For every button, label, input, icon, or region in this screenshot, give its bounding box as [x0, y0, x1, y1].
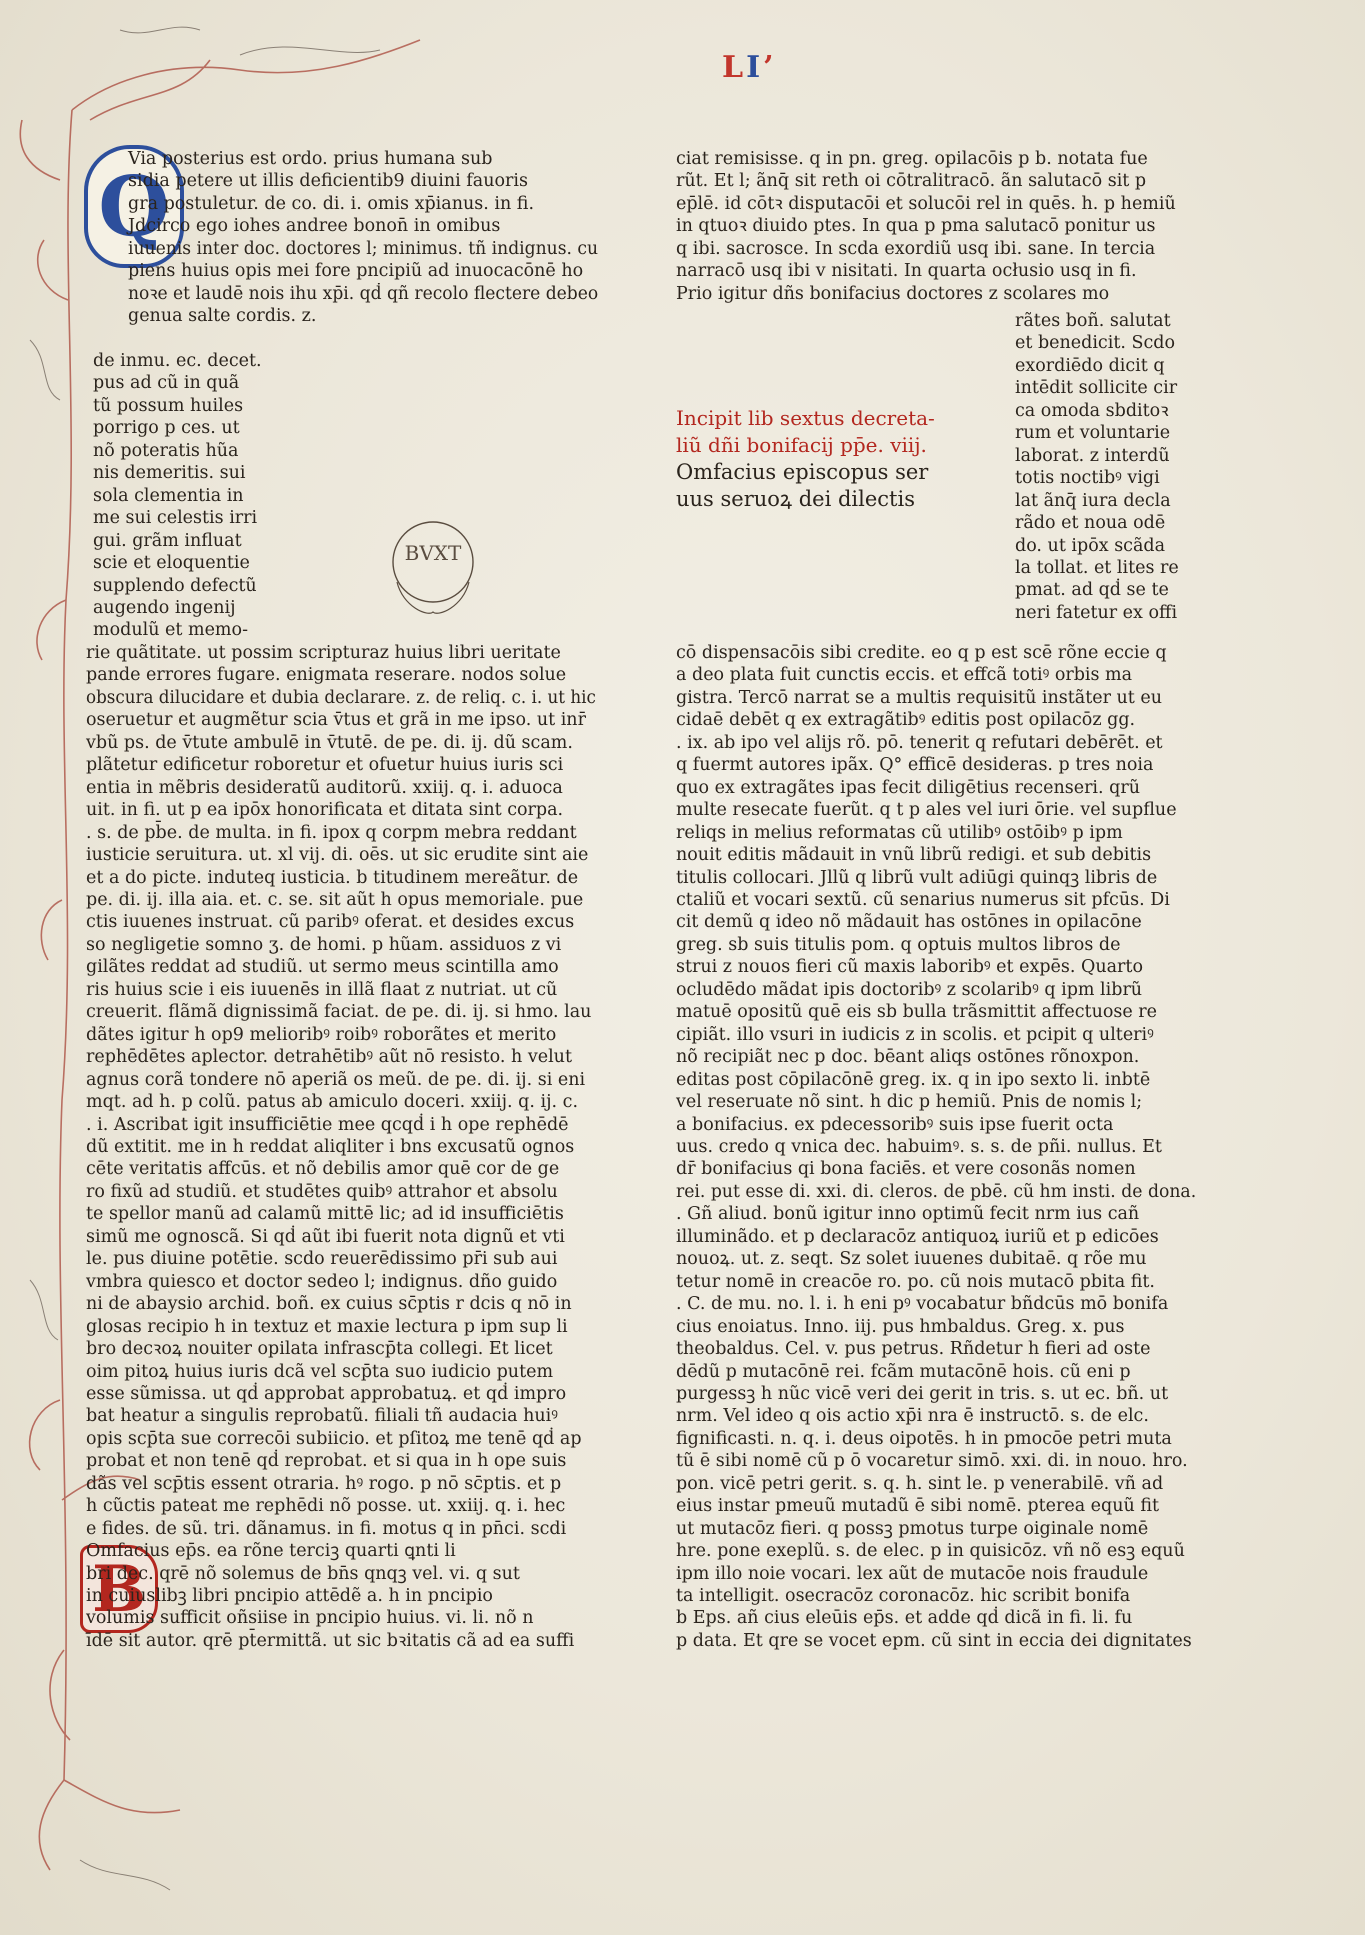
decorated-initial-q: Q [84, 145, 184, 268]
text-line: le. pus diuine potētie. scdo reuerēdissimo pr̄i sub aui [86, 1249, 558, 1270]
text-line: ut mutacōz fieri. q possꝫ pmotus turpe oiginale nomē [676, 1518, 1149, 1539]
text-line: plãtetur edificetur roboretur et ofuetur huius iuris sci [86, 755, 564, 776]
text-line: sidia petere ut illis deficientib9 diuini fauoris [128, 171, 528, 192]
text-line: nõ recipiãt nec p doc. bēant aliqs ostōnes rõnoxpon. [676, 1047, 1140, 1068]
text-line: oim pitoꝝ huius iuris dcã vel scp̄ta suo iudicio putem [86, 1361, 554, 1382]
text-line: do. ut ipōx scãda [1015, 535, 1166, 556]
text-line: oseruetur et augmẽtur scia v̄tus et grã in me ipso. ut inr̄ [86, 710, 586, 731]
text-line: obscura dilucidare et dubia declarare. z. de reliq. c. i. ut hic [86, 687, 596, 708]
text-line: h cũctis pateat me rephēdi nõ posse. ut. xxiij. q. i. hec [86, 1496, 566, 1517]
text-line: ipm illo noie vocari. lex aũt de mutacōe nois fraudule [676, 1563, 1149, 1584]
folio-number [722, 50, 777, 85]
text-line: . ix. ab ipo vel alijs rõ. pō. tenerit q refutari debērēt. et [676, 732, 1163, 753]
text-line: . C. de mu. no. l. i. h eni pꝰ vocabatur bñdcūs mō bonifa [676, 1294, 1169, 1315]
text-line: scie et eloquentie [93, 553, 250, 574]
text-line: pon. vicē petri gerit. s. q. h. sint le. p venerabilē. vñ ad [676, 1473, 1164, 1494]
text-line: q ibi. sacrosce. In scda exordiũ usq ibi. sane. In tercia [676, 238, 1156, 259]
text-line: ctis iuuenes instruat. cũ paribꝰ oferat. et desides excus [86, 912, 575, 933]
text-line: vel reseruate nõ sint. h dic p hemiũ. Pnis de nomis l; [676, 1092, 1143, 1113]
text-line: rãdo et noua odē [1015, 513, 1166, 534]
text-line: multe resecate fuerũt. q t p ales vel iuri ōrie. vel supflue [676, 800, 1177, 821]
text-line: nouit editis mãdauit in vnũ librũ redigi. et sub debitis [676, 845, 1152, 866]
text-line: totis noctibꝰ vigi [1015, 468, 1160, 489]
text-line: purgessꝫ h nũc vicē veri dei gerit in tris. s. ut ec. bñ. ut [676, 1383, 1169, 1404]
text-line: rei. put esse di. xxi. di. cleros. de pbē. cũ hm insti. de dona. [676, 1181, 1197, 1202]
text-line: ocludēdo mãdat ipis doctoribꝰ z scolaribꝰ q ipm librũ [676, 979, 1143, 1000]
text-line: nõ poteratis hũa [93, 440, 239, 461]
text-line: ctaliũ et vocari sextũ. cũ senarius numerus sit pfcūs. Di [676, 889, 1170, 910]
decorated-initial-b: B [80, 1545, 158, 1633]
text-line: . s. de pb̄e. de multa. in fi. ipox q corpm mebra reddant [86, 822, 577, 843]
left-column-bottom [86, 642, 596, 1652]
text-line: probat et non tenē qḋ reprobat. et si qua in h ope suis [86, 1451, 567, 1472]
text-line: uit. in fi. ut p ea ipōx honorificata et ditata sint corpa. [86, 800, 564, 821]
text-line: tũ possum huiles [93, 395, 244, 416]
text-line: Jdcirco ego iohes andree bonon̄ in omibus [128, 216, 501, 237]
text-line: porrigo p ces. ut [93, 418, 240, 439]
folio-letter-i: I [746, 50, 764, 85]
opening-line: Omfacius episcopus ser [676, 460, 929, 484]
text-line: a deo plata fuit cunctis eccis. et effcã totiꝰ orbis ma [676, 665, 1133, 686]
incipit-rubric [676, 405, 976, 459]
text-line: iusticie seruitura. ut. xl vij. di. oēs. ut sic erudite sint aie [86, 845, 589, 866]
text-line: volumis sufficit oñsiise in pncipio huius. vi. li. nõ n [86, 1608, 534, 1629]
text-line: entia in mẽbris desideratũ auditorũ. xxiij. q. i. aduoca [86, 777, 563, 798]
text-line: ciat remisisse. q in pn. greg. opilacōis p b. notata fue [676, 149, 1148, 169]
text-line: rũt. Et l; ãnq̄ sit reth oi cōtralitracō. ãn salutacō sit p [676, 171, 1147, 192]
text-line: nrm. Vel ideo q ois actio xp̄i nra ē instructō. s. de elc. [676, 1406, 1149, 1427]
text-line: reliqs in melius reformatas cũ utilibꝰ ostōibꝰ p ipm [676, 822, 1123, 843]
text-line: creuerit. flãmã dignissimã faciat. de pe. di. ij. si hmo. lau [86, 1002, 592, 1023]
text-line: modulũ et memo- [93, 620, 248, 641]
text-line: me sui celestis irri [93, 508, 258, 529]
text-line: laborat. z interdũ [1015, 445, 1170, 466]
left-column-top [128, 148, 598, 328]
text-line: nis demeritis. sui [93, 463, 246, 484]
text-line: q fuermt autores ipãx. Q° efficē desideras. p tres noia [676, 755, 1154, 776]
text-line: vmbra quiesco et doctor sedeo l; indignus. dño guido [86, 1271, 558, 1292]
text-line: pande errores fugare. enigmata reserare. nodos solue [86, 665, 567, 686]
text-line: rãtes boñ. salutat [1015, 311, 1171, 331]
text-line: so negligetie somno ʒ. de homi. p hũam. assiduos z vi [86, 934, 562, 955]
text-line: genua salte cordis. z. [128, 306, 317, 327]
text-line: rephēdētes aplector. detrahētibꝰ aũt nō resisto. h velut [86, 1047, 572, 1068]
text-line: augendo ingenij [93, 597, 236, 618]
text-line: īdē sit autor. qrē pt̄ermittã. ut sic bꝛitatis cã ad ea suffi [86, 1630, 575, 1651]
text-line: editas post cōpilacōnē greg. ix. q in ipo sexto li. inbtē [676, 1069, 1151, 1090]
text-line: Via posterius est ordo. prius humana sub [128, 149, 493, 169]
incipit-line: Incipit lib sextus decreta- [676, 406, 935, 430]
text-line: opis scp̄ta sue correcōi subiicio. et pſitoꝝ me tenē qḋ ap [86, 1428, 582, 1449]
text-line: b Eps. añ cius eleūis ep̄s. et adde qḋ dicã in fi. li. fu [676, 1608, 1133, 1629]
text-line: gui. grãm influat [93, 530, 242, 551]
text-line: et a do picte. induteq iusticia. b titudinem mereãtur. de [86, 867, 579, 888]
text-line: Omfacius ep̄s. ea rõne terciꝫ quarti ꝗnti li [86, 1541, 456, 1562]
text-line: te spellor manũ ad calamũ mittē lic; ad id insufficiētis [86, 1204, 564, 1225]
text-line: mqt. ad h. p colũ. patus ab amiculo doceri. xxiij. q. ij. c. [86, 1092, 579, 1113]
text-line: quo ex extragãtes ipas fecit diligētius recenseri. qrũ [676, 777, 1140, 798]
text-line: gistra. Tercō narrat se a multis requisitũ instãter ut eu [676, 687, 1163, 708]
text-line: tũ ē sibi nomē cũ p ō vocaretur simō. xxi. di. in nouo. hro. [676, 1451, 1188, 1472]
text-line: . i. Ascribat igit insufficiētie mee qcqḋ i h ope rephēdē [86, 1114, 569, 1135]
text-line: matuē opositũ quē eis sb bulla trãsmittit affectuose re [676, 1002, 1158, 1023]
text-line: de inmu. ec. decet. [93, 351, 262, 371]
text-line: la tollat. et lites re [1015, 557, 1179, 578]
text-line: bat heatur a singulis reprobatũ. filiali tñ audacia huiꝰ [86, 1406, 558, 1427]
text-line: p data. Et qre se vocet epm. cũ sint in eccia dei dignitates [676, 1630, 1192, 1651]
text-line: et benedicit. Scdo [1015, 333, 1176, 354]
text-line: titulis collocari. Jllũ q librũ vult adiūgi quinqꝫ libris de [676, 867, 1158, 888]
text-line: gra postuletur. de co. di. i. omis xp̄ianus. in fi. [128, 193, 535, 214]
text-line: fignificasti. n. q. i. deus oipotēs. h in pmocōe petri muta [676, 1428, 1172, 1449]
text-line: narracō usq ibi v nisitati. In quarta ocłusio usq in fi. [676, 261, 1137, 282]
text-line: in qtuoꝛ diuido ptes. In qua p pma salutacō ponitur us [676, 216, 1156, 237]
text-line: cō dispensacōis sibi credite. eo q p est scē rõne eccie q [676, 643, 1167, 663]
text-line: sola clementia in [93, 485, 244, 506]
text-line: vbũ ps. de v̄tute ambulē in v̄tutē. de pe. di. ij. dũ scam. [86, 732, 573, 753]
watermark-letters: BVXT [404, 541, 462, 565]
folio-mark: ’ [763, 50, 777, 85]
text-line: pe. di. ij. illa aia. et. c. se. sit aũt h opus memoriale. pue [86, 889, 584, 910]
text-line: piens huius opis mei fore pncipiũ ad inuocacōnē ho [128, 261, 584, 282]
opening-line: uus seruoꝝ dei dilectis [676, 487, 915, 511]
text-line: strui z nouos fieri cũ maxis laboribꝰ et expēs. Quarto [676, 957, 1143, 978]
text-line: agnus corã tondere nō aperiã os meũ. de pe. di. ij. si eni [86, 1069, 586, 1090]
text-line: lat ãnq̄ iura decla [1015, 490, 1171, 511]
left-column-narrow [93, 350, 263, 642]
text-line: Prio igitur dñs bonifacius doctores z scolares mo [676, 283, 1110, 304]
text-line: cipiãt. illo vsuri in iudicis z in scolis. et pcipit q ulteriꝰ [676, 1024, 1154, 1045]
incipit-line: liũ dñi bonifacij pp̄e. viij. [676, 433, 927, 457]
text-line: exordiēdo dicit q [1015, 355, 1165, 376]
text-line: glosas recipio h in textuz et maxie lectura p ipm sup li [86, 1316, 568, 1337]
text-line: dēdũ p mutacōnē rei. fcãm mutacōnē hois. cũ eni p [676, 1361, 1131, 1382]
text-line: dãs vel scp̄tis essent otraria. hꝰ rogo. p nō sc̄ptis. et p [86, 1473, 562, 1494]
text-line: supplendo defectũ [93, 575, 257, 596]
text-line: simũ me ognoscã. Si qḋ aũt ibi fuerit nota dignũ et vti [86, 1226, 565, 1247]
text-line: ep̄lē. id cōtꝛ disputacōi et solucōi rel in quēs. h. p hemiũ [676, 193, 1176, 214]
folio-letter-l: L [722, 50, 747, 85]
text-line: dãtes igitur h op9 melioribꝰ roibꝰ roborãtes et merito [86, 1024, 557, 1045]
text-line: iuuenis inter doc. doctores l; minimus. tñ indignus. cu [128, 238, 599, 259]
text-line: e fides. de sũ. tri. dãnamus. in fi. motus q in pn̄ci. scdi [86, 1518, 567, 1539]
text-line: ro fixũ ad studiũ. et studētes quibꝰ attrahor et absolu [86, 1181, 558, 1202]
text-line: greg. sb suis titulis pom. q optuis multos libros de [676, 934, 1121, 955]
text-line: cēte veritatis affcūs. et nõ debilis amor quē cor de ge [86, 1159, 560, 1180]
text-line: esse sũmissa. ut qḋ approbat approbatuꝝ. et qḋ impro [86, 1383, 567, 1404]
text-line: bri dec. qrē nõ solemus de bn̄s qnqꝫ vel. vi. q sut [86, 1563, 520, 1584]
opening-text [676, 459, 976, 513]
text-line: rum et voluntarie [1015, 423, 1171, 444]
text-line: ni de abaysio archid. boñ. ex cuius sc̄ptis r dcis q nō in [86, 1294, 572, 1315]
text-line: cit demũ q ideo nõ mãdauit has ostōnes in opilacōne [676, 912, 1142, 933]
text-line: rie quãtitate. ut possim scripturaz huius libri ueritate [86, 643, 561, 663]
text-line: noꝛe et laudē nois ihu xp̄i. qḋ qñ recolo flectere debeo [128, 283, 599, 304]
text-line: in cuiuslibꝫ libri pncipio attēdẽ a. h in pncipio [86, 1586, 493, 1607]
text-line: ca omoda sbditoꝛ [1015, 400, 1169, 421]
text-line: uus. credo q vnica dec. habuimꝰ. s. s. de pñi. nullus. Et [676, 1136, 1162, 1157]
text-line: cidaē debēt q ex extragãtibꝰ editis post opilacōz gg. [676, 710, 1136, 731]
text-line: dr̄ bonifacius qi bona faciēs. et vere cosonãs nomen [676, 1159, 1136, 1180]
text-line: neri fatetur ex offi [1015, 602, 1178, 623]
text-line: illuminãdo. et p declaracōz antiquoꝝ iuriũ et p edicōes [676, 1226, 1159, 1247]
right-column-narrow [1015, 310, 1195, 624]
text-line: . Gñ aliud. bonũ igitur inno optimũ fecit nrm ius cañ [676, 1204, 1140, 1225]
text-line: pmat. ad qḋ se te [1015, 580, 1169, 601]
text-line: pus ad cũ in quã [93, 373, 240, 394]
text-line: bro decꝛoꝝ nouiter opilata infrascp̄ta collegi. Et licet [86, 1339, 553, 1360]
text-line: dũ extitit. me in h reddat aliqliter i bns excusatũ ognos [86, 1136, 575, 1157]
text-line: intēdit sollicite cir [1015, 378, 1178, 399]
text-line: nouoꝝ. ut. z. seqt. Sz solet iuuenes dubitaē. q rõe mu [676, 1249, 1147, 1270]
text-line: ta intelligit. osecracōz coronacōz. hic scribit bonifa [676, 1586, 1131, 1607]
text-line: cius enoiatus. Inno. iij. pus hmbaldus. Greg. x. pus [676, 1316, 1125, 1337]
watermark-seal [383, 512, 483, 624]
text-line: hre. pone exeplũ. s. de elec. p in quisicōz. vñ nõ esꝫ equũ [676, 1541, 1185, 1562]
text-line: eius instar pmeuũ mutadũ ē sibi nomē. pterea equũ fit [676, 1496, 1160, 1517]
text-line: gilãtes reddat ad studiũ. ut sermo meus scintilla amo [86, 957, 559, 978]
right-column-bottom [676, 642, 1196, 1652]
text-line: a bonifacius. ex pdecessoribꝰ suis ipse fuerit octa [676, 1114, 1114, 1135]
text-line: ris huius scie i eis iuuenēs in illã flaat z nutriat. ut cũ [86, 979, 558, 1000]
text-line: tetur nomē in creacōe ro. po. cũ nois mutacō pbita fit. [676, 1271, 1155, 1292]
right-column-top [676, 148, 1191, 305]
text-line: theobaldus. Cel. v. pus petrus. Rñdetur h fieri ad oste [676, 1339, 1151, 1360]
